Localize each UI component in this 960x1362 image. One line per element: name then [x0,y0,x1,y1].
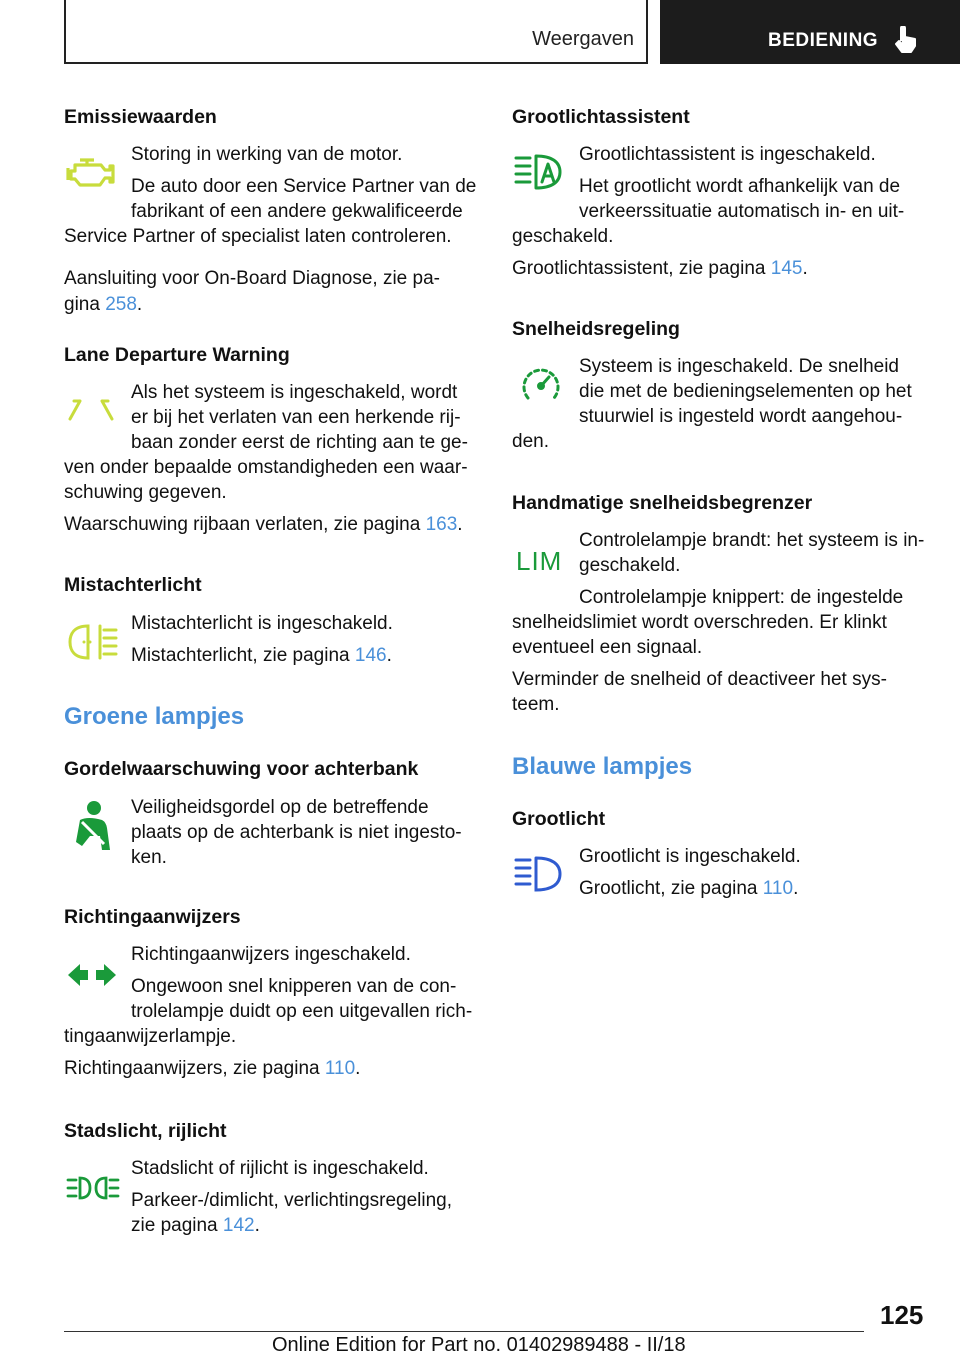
turn-line5-text: Richtingaanwijzers, zie pagina [64,1058,325,1079]
seatbelt-icon [72,800,112,852]
lane-line4: ven onder bepaalde omstandigheden een waar- [64,457,468,478]
blue-lights-heading: Blauwe lampjes [512,753,693,780]
emission-line4: Service Partner of specialist laten controleren. [64,226,452,247]
limiter-line7: teem. [512,694,560,715]
rear-fog-light-icon [66,620,120,664]
header-section-box [64,0,648,64]
header-section-title: Weergaven [532,28,634,50]
parking-line1: Stadslicht of rijlicht is ingeschakeld. [131,1158,429,1179]
lane-line6-text: Waarschuwing rijbaan verlaten, zie pagina [64,514,426,535]
cruise-title: Snelheidsregeling [512,318,680,340]
lane-title: Lane Departure Warning [64,344,290,366]
page-link-110-turn[interactable]: 110 [324,1058,356,1079]
speed-limiter-icon: LIM [516,546,563,576]
lane-line1: Als het systeem is ingeschakeld, wordt [131,382,458,403]
header-chapter-box [660,0,960,64]
lane-line6-end: . [457,514,463,535]
fog-line2-end: . [386,645,392,666]
page-link-258[interactable]: 258 [105,294,137,315]
cruise-line3: stuurwiel is ingesteld wordt aangehou- [579,406,903,427]
turn-line2: Ongewoon snel knipperen van de con- [131,976,457,997]
page-number: 125 [880,1300,924,1330]
belt-title: Gordelwaarschuwing voor achterbank [64,758,419,780]
page-link-142[interactable]: 142 [222,1215,255,1236]
high-beam-assist-icon [514,152,566,192]
limiter-line1: Controlelampje brandt: het systeem is in- [579,530,925,551]
engine-icon [66,152,116,192]
hba-line4: geschakeld. [512,226,614,247]
page-link-163[interactable]: 163 [425,514,458,535]
lane-departure-icon [64,393,118,423]
emission-line1: Storing in werking van de motor. [131,144,403,165]
limiter-line2: geschakeld. [579,555,681,576]
limiter-title: Handmatige snelheidsbegrenzer [512,492,813,514]
highbeam-line2-end: . [793,878,799,899]
emission-line5: Aansluiting voor On-Board Diagnose, zie pa- [64,268,440,289]
hba-line5-text: Grootlichtassistent, zie pagina [512,258,771,279]
fog-title: Mistachterlicht [64,574,202,596]
footer-edition: Online Edition for Part no. 01402989488 - II/18 [272,1334,686,1356]
lane-line6 [64,512,463,537]
parking-line3 [131,1213,260,1238]
highbeam-title: Grootlicht [512,808,606,830]
emission-line2: De auto door een Service Partner van de [131,176,477,197]
lane-line2: er bij het verlaten van een herkende rij- [131,407,461,428]
limiter-line3: Controlelampje knippert: de ingestelde [579,587,904,608]
cruise-line1: Systeem is ingeschakeld. De snelheid [579,356,900,377]
page-link-145[interactable]: 145 [770,258,803,279]
parking-title: Stadslicht, rijlicht [64,1120,227,1142]
lane-line3: baan zonder eerst de richting aan te ge- [131,432,468,453]
page-link-110-highbeam[interactable]: 110 [762,878,794,899]
cruise-line2: die met de bedieningselementen op het [579,381,912,402]
belt-line1: Veiligheidsgordel op de betreffende [131,797,429,818]
hba-line1: Grootlichtassistent is ingeschakeld. [579,144,876,165]
limiter-line6: Verminder de snelheid of deactiveer het sys- [512,669,887,690]
hba-line2: Het grootlicht wordt afhankelijk van de [579,176,901,197]
emission-line6-end: . [136,294,143,315]
footer-divider [64,1331,864,1332]
page-link-146[interactable]: 146 [354,645,387,666]
cruise-line4: den. [512,431,549,452]
turn-line5-end: . [355,1058,361,1079]
hba-line3: verkeerssituatie automatisch in- en uit- [579,201,905,222]
highbeam-line2 [579,876,798,901]
fog-line1: Mistachterlicht is ingeschakeld. [131,613,393,634]
highbeam-line1: Grootlicht is ingeschakeld. [579,846,801,867]
turn-signal-icon [66,962,118,988]
turn-line1: Richtingaanwijzers ingeschakeld. [131,944,411,965]
fog-line2-text: Mistachterlicht, zie pagina [131,645,355,666]
cruise-control-icon [518,362,564,408]
header-chapter-title: BEDIENING [768,30,879,51]
emission-title: Emissiewaarden [64,106,217,128]
limiter-line4: snelheidslimiet wordt overschreden. Er klinkt [512,612,887,633]
green-lights-heading: Groene lampjes [64,703,245,730]
fog-line2 [131,643,392,668]
parking-line2: Parkeer-/dimlicht, verlichtingsregeling, [131,1190,453,1211]
turn-title: Richtingaanwijzers [64,906,241,928]
emission-line3: fabrikant of een andere gekwalificeerde [131,201,463,222]
limiter-line5: eventueel een signaal. [512,637,703,658]
hba-line5 [512,256,808,281]
turn-line3: trolelampje duidt op een uitgevallen rich- [131,1001,473,1022]
turn-line5 [64,1056,360,1081]
lane-line5: schuwing gegeven. [64,482,227,503]
belt-line2: plaats op de achterbank is niet ingesto- [131,822,462,843]
emission-line6-text: gina [64,294,106,315]
highbeam-line2-text: Grootlicht, zie pagina [579,878,763,899]
turn-line4: tingaanwijzerlampje. [64,1026,237,1047]
hand-pointer-icon [894,26,920,54]
parking-light-icon [66,1174,120,1202]
parking-line3-end: . [254,1215,260,1236]
emission-line6 [64,292,142,317]
hba-title: Grootlichtassistent [512,106,690,128]
hba-line5-end: . [802,258,808,279]
belt-line3: ken. [131,847,167,868]
high-beam-icon [514,854,568,894]
parking-line3-text: zie pagina [131,1215,223,1236]
